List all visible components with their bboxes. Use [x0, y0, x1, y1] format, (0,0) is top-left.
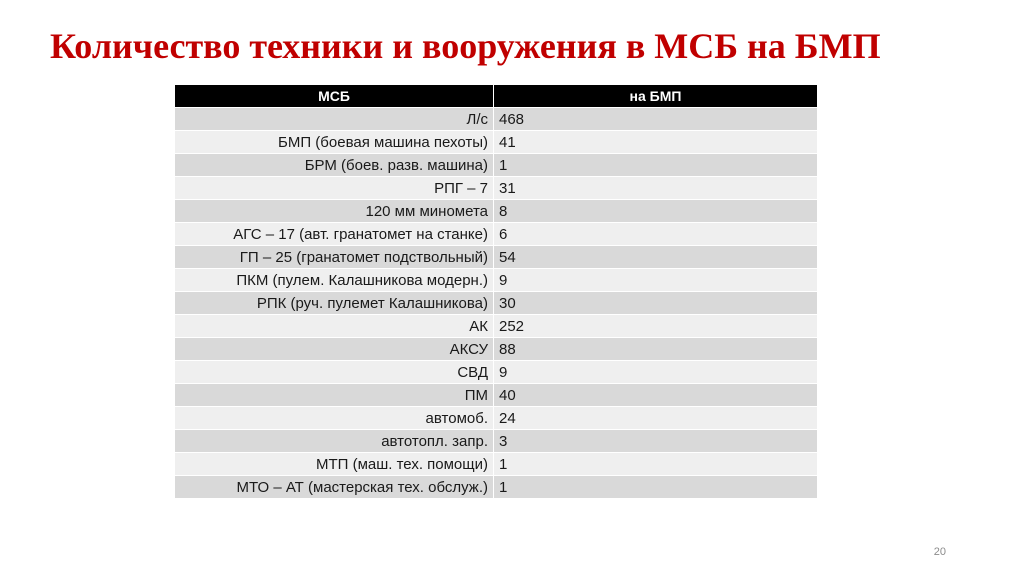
row-label: МТО – АТ (мастерская тех. обслуж.)	[175, 476, 494, 499]
table-row	[175, 361, 817, 384]
row-value: 1	[494, 154, 818, 177]
row-label: ПКМ (пулем. Калашникова модерн.)	[175, 269, 494, 292]
row-label: ГП – 25 (гранатомет подствольный)	[175, 246, 494, 269]
row-value: 1	[494, 476, 818, 499]
row-value: 9	[494, 269, 818, 292]
table-row	[175, 476, 817, 499]
row-value: 252	[494, 315, 818, 338]
row-label: АК	[175, 315, 494, 338]
table-row	[175, 246, 817, 269]
table-row	[175, 269, 817, 292]
table-row	[175, 292, 817, 315]
table-row	[175, 338, 817, 361]
row-value: 40	[494, 384, 818, 407]
table-row	[175, 154, 817, 177]
row-value: 30	[494, 292, 818, 315]
row-label: РПК (руч. пулемет Калашникова)	[175, 292, 494, 315]
equipment-table	[175, 85, 817, 498]
table-row	[175, 131, 817, 154]
row-label: 120 мм миномета	[175, 200, 494, 223]
table-row	[175, 108, 817, 131]
table-header-row	[175, 85, 817, 108]
row-value: 3	[494, 430, 818, 453]
row-value: 31	[494, 177, 818, 200]
table-row	[175, 430, 817, 453]
header-na-bmp: на БМП	[494, 85, 818, 108]
row-label: ПМ	[175, 384, 494, 407]
row-value: 1	[494, 453, 818, 476]
row-value: 88	[494, 338, 818, 361]
slide-title: Количество техники и вооружения в МСБ на БМП	[50, 26, 881, 66]
row-label: РПГ – 7	[175, 177, 494, 200]
table-row	[175, 223, 817, 246]
row-label: СВД	[175, 361, 494, 384]
row-value: 24	[494, 407, 818, 430]
table-row	[175, 177, 817, 200]
row-value: 9	[494, 361, 818, 384]
header-msb: МСБ	[175, 85, 494, 108]
row-value: 54	[494, 246, 818, 269]
row-label: автотопл. запр.	[175, 430, 494, 453]
row-value: 8	[494, 200, 818, 223]
row-value: 6	[494, 223, 818, 246]
page-number: 20	[933, 546, 946, 558]
row-label: Л/с	[175, 108, 494, 131]
row-label: БРМ (боев. разв. машина)	[175, 154, 494, 177]
row-label: АГС – 17 (авт. гранатомет на станке)	[175, 223, 494, 246]
table-row	[175, 384, 817, 407]
row-label: АКСУ	[175, 338, 494, 361]
table-row	[175, 407, 817, 430]
row-label: МТП (маш. тех. помощи)	[175, 453, 494, 476]
row-value: 468	[494, 108, 818, 131]
row-label: автомоб.	[175, 407, 494, 430]
row-value: 41	[494, 131, 818, 154]
table-row	[175, 200, 817, 223]
row-label: БМП (боевая машина пехоты)	[175, 131, 494, 154]
table-row	[175, 453, 817, 476]
table-row	[175, 315, 817, 338]
